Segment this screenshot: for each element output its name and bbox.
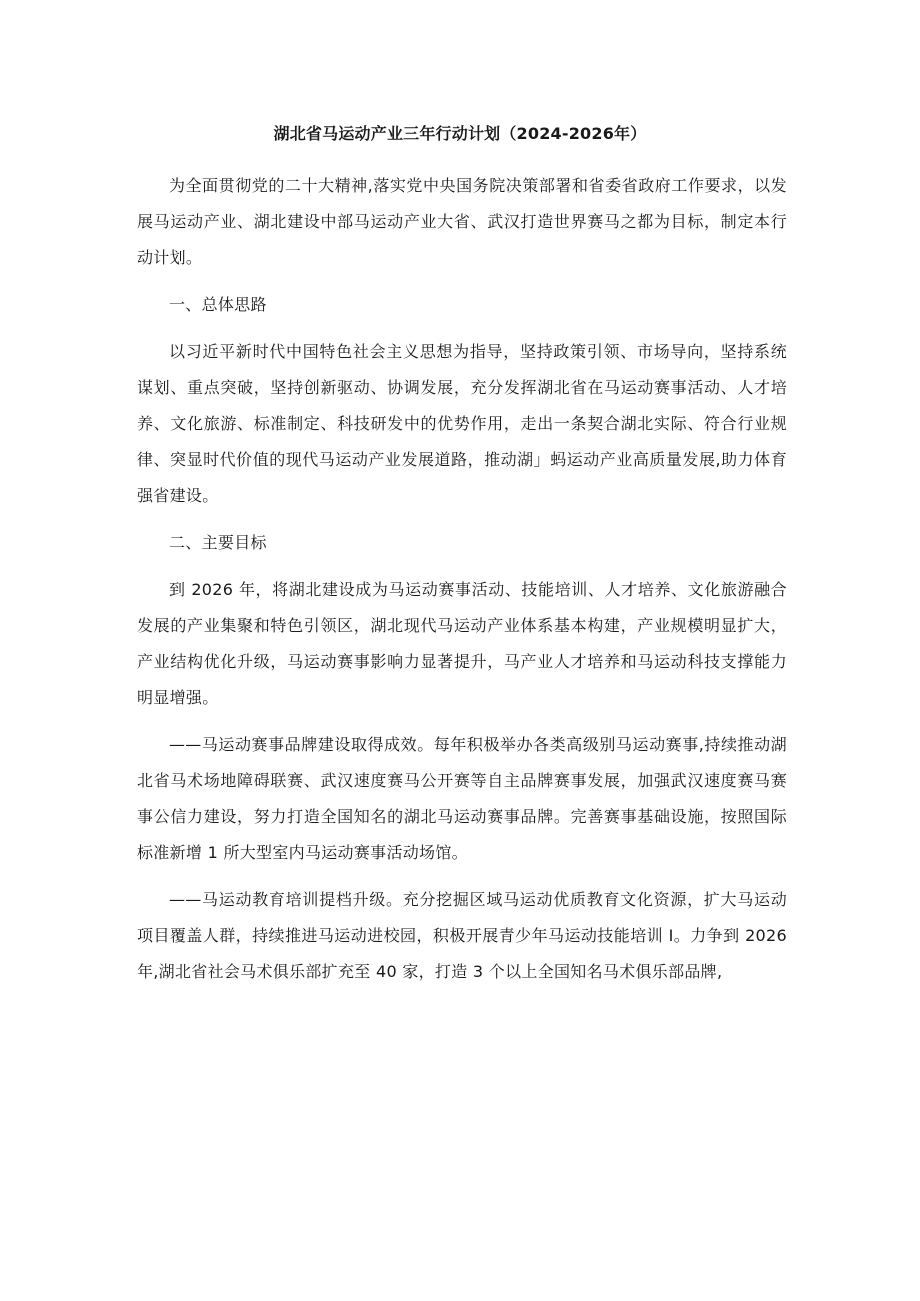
intro-paragraph: 为全面贯彻党的二十大精神,落实党中央国务院决策部署和省委省政府工作要求，以发展马运动产业、湖北建设中部马运动产业大省、武汉打造世界赛马之都为目标，制定本行动计划。 bbox=[137, 176, 787, 267]
document-title: 湖北省马运动产业三年行动计划（2024-2026年） bbox=[273, 124, 647, 143]
education-training-paragraph: ——马运动教育培训提档升级。充分挖掘区域马运动优质教育文化资源，扩大马运动项目覆盖人群，持续推进马运动进校园，积极开展青少年马运动技能培训 I。力争到 2026 年,湖北省社会马术俱乐部扩充至 40 家，打造 3 个以上全国知名马术俱乐部品牌, bbox=[137, 890, 787, 981]
section-heading-overall-approach: 一、总体思路 bbox=[169, 295, 267, 314]
overall-approach-paragraph: 以习近平新时代中国特色社会主义思想为指导，坚持政策引领、市场导向，坚持系统谋划、重点突破，坚持创新驱动、协调发展，充分发挥湖北省在马运动赛事活动、人才培养、文化旅游、标准制定、科技研发中的优势作用，走出一条契合湖北实际、符合行业规律、突显时代价值的现代马运动产业发展道路，推动湖」蚂运动产业高质量发展,助力体育强省建设。 bbox=[137, 342, 787, 505]
section-heading-main-goals: 二、主要目标 bbox=[169, 533, 267, 552]
main-goals-paragraph: 到 2026 年，将湖北建设成为马运动赛事活动、技能培训、人才培养、文化旅游融合发展的产业集聚和特色引领区，湖北现代马运动产业体系基本构建，产业规模明显扩大，产业结构优化升级，马运动赛事影响力显著提升，马产业人才培养和马运动科技支撑能力明显增强。 bbox=[137, 580, 787, 707]
event-brand-paragraph: ——马运动赛事品牌建设取得成效。每年积极举办各类高级别马运动赛事,持续推动湖北省马术场地障碍联赛、武汉速度赛马公开赛等自主品牌赛事发展，加强武汉速度赛马赛事公信力建设，努力打造全国知名的湖北马运动赛事品牌。完善赛事基础设施，按照国际标准新增 1 所大型室内马运动赛事活动场馆。 bbox=[137, 735, 787, 862]
document-body bbox=[137, 168, 787, 1001]
